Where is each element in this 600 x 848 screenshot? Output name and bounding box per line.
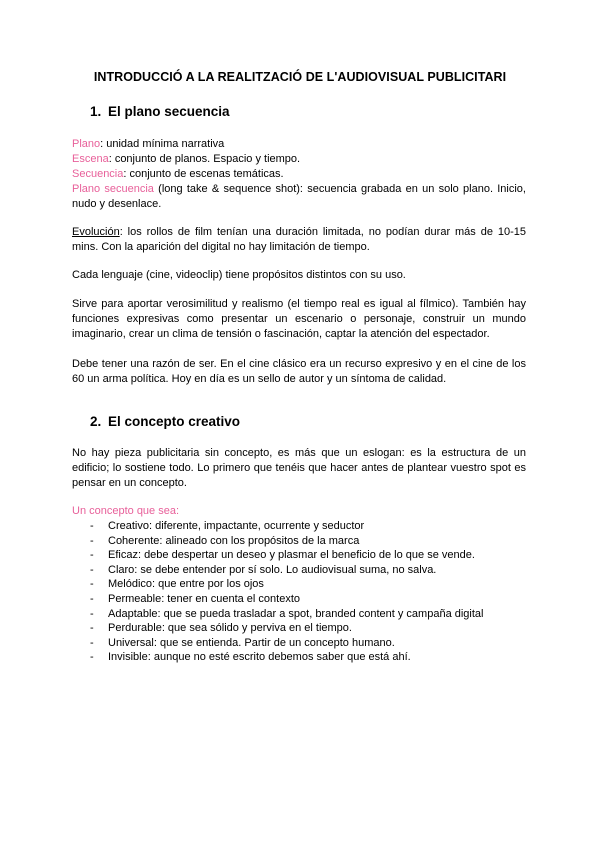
definition-plano	[72, 137, 526, 152]
definition-text: : conjunto de planos. Espacio y tiempo.	[108, 153, 301, 165]
concepto-list-title: Un concepto que sea:	[72, 505, 180, 517]
definition-text: (long take & sequence shot): secuencia grabada en un solo plano. Inicio, nudo y desenlace.	[72, 183, 526, 210]
razon-paragraph: Debe tener una razón de ser. En el cine clásico era un recurso expresivo y en el cine de los 60 un arma política. Hoy en día es un sello de autor y un síntoma de calidad.	[72, 358, 526, 385]
bullet-dash: -	[90, 607, 94, 620]
section-2-heading	[90, 414, 240, 429]
section-2-title: El concepto creativo	[108, 414, 241, 429]
sirve-paragraph: Sirve para aportar verosimilitud y realismo (el tiempo real es igual al fílmico). También hay funciones expresivas como presentar un escenario o personaje, construir un mundo imaginario, crear un clima de tensión o fascinación, captar la atención del espectador.	[72, 298, 526, 340]
concepto-list	[90, 519, 483, 665]
list-item-text: Adaptable: que se pueda trasladar a spot, branded content y campaña digital	[108, 607, 484, 620]
bullet-dash: -	[90, 578, 94, 591]
list-item-text: Creativo: diferente, impactante, ocurrente y seductor	[108, 520, 365, 532]
section-1-heading	[90, 104, 230, 119]
evolucion-text: : los rollos de film tenían una duración limitada, no podían durar más de 10-15 mins. Con la aparición del digital no hay limitación de tiempo.	[72, 226, 526, 253]
list-item	[90, 650, 483, 665]
bullet-dash: -	[90, 563, 94, 576]
section-2-number: 2.	[90, 414, 102, 429]
list-item	[90, 563, 483, 578]
definition-escena	[72, 152, 526, 167]
list-item-text: Invisible: aunque no esté escrito debemos saber que está ahí.	[108, 651, 411, 664]
list-item	[90, 592, 483, 607]
bullet-dash: -	[90, 520, 94, 532]
definition-term: Plano secuencia	[72, 183, 154, 195]
evolucion-paragraph	[72, 225, 526, 255]
definitions-block	[72, 137, 526, 212]
bullet-dash: -	[90, 636, 94, 649]
bullet-dash: -	[90, 534, 94, 547]
list-item-text: Claro: se debe entender por sí solo. Lo audiovisual suma, no salva.	[108, 563, 437, 576]
document-title: INTRODUCCIÓ A LA REALITZACIÓ DE L'AUDIOVISUAL PUBLICITARI	[93, 70, 507, 84]
concepto-intro-paragraph: No hay pieza publicitaria sin concepto, es más que un eslogan: es la estructura de un edificio; lo sostiene todo. Lo primero que tenéis que hacer antes de plantear vuestro spot es pensar en un concepto.	[72, 447, 526, 489]
list-item	[90, 607, 483, 622]
list-item-text: Eficaz: debe despertar un deseo y plasmar el beneficio de lo que se vende.	[108, 549, 475, 562]
bullet-dash: -	[90, 549, 94, 562]
definition-text: : unidad mínima narrativa	[100, 138, 225, 150]
list-item-text: Permeable: tener en cuenta el contexto	[108, 592, 301, 605]
bullet-dash: -	[90, 592, 94, 605]
definition-secuencia	[72, 167, 526, 182]
bullet-dash: -	[90, 651, 94, 664]
definition-text: : conjunto de escenas temáticas.	[123, 168, 284, 180]
evolucion-label: Evolución	[72, 226, 120, 238]
list-item	[90, 519, 483, 534]
definition-term: Escena	[72, 153, 109, 165]
definition-term: Plano	[72, 138, 101, 150]
lenguaje-paragraph: Cada lenguaje (cine, videoclip) tiene propósitos distintos con su uso.	[72, 269, 406, 281]
definition-plano-secuencia	[72, 182, 526, 212]
list-item	[90, 577, 483, 592]
list-item-text: Melódico: que entre por los ojos	[108, 578, 264, 591]
bullet-dash: -	[90, 622, 94, 635]
list-item-text: Universal: que se entienda. Partir de un concepto humano.	[108, 636, 395, 649]
list-item	[90, 534, 483, 549]
list-item	[90, 621, 483, 636]
section-1-number: 1.	[90, 104, 102, 119]
list-item-text: Coherente: alineado con los propósitos de la marca	[108, 534, 360, 547]
section-1-title: El plano secuencia	[108, 104, 230, 119]
definition-term: Secuencia	[72, 168, 124, 180]
list-item	[90, 548, 483, 563]
list-item	[90, 636, 483, 651]
list-item-text: Perdurable: que sea sólido y perviva en el tiempo.	[108, 622, 352, 635]
